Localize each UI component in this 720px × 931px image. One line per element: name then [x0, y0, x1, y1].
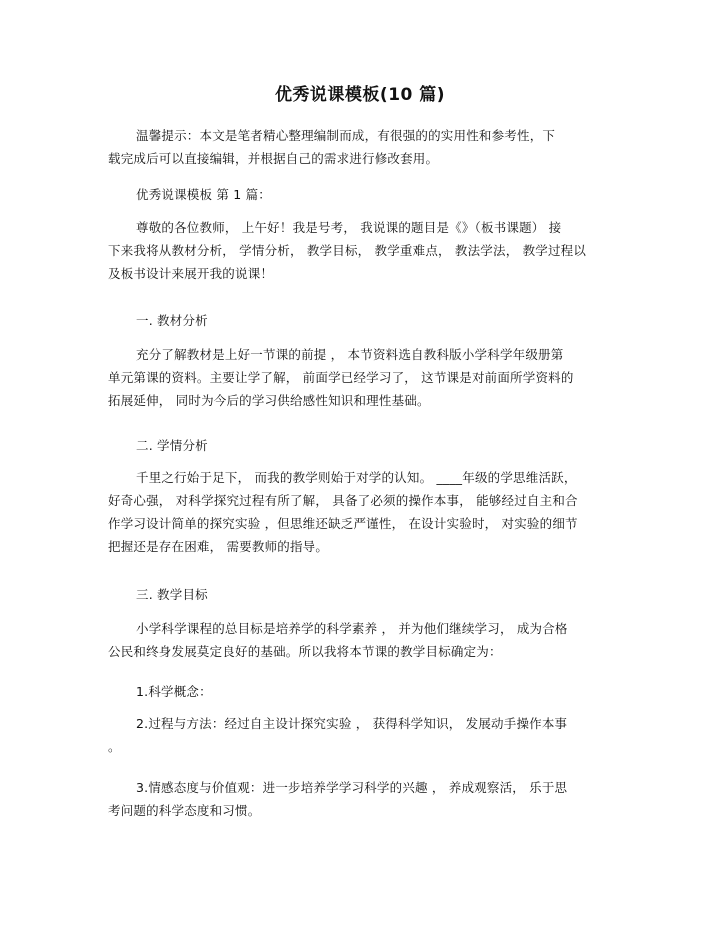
section3-line: 公民和终身发展莫定良好的基础。所以我将本节课的教学目标确定为： [108, 644, 502, 659]
section-heading-text: 三. 教学目标 [136, 587, 208, 602]
goal-2 [108, 712, 616, 758]
section-heading-3 [108, 583, 616, 606]
goal-3 [108, 776, 616, 822]
section2-paragraph [108, 466, 616, 558]
greeting-paragraph [108, 216, 616, 285]
notice-line: 温馨提示：本文是笔者精心整理编制而成，有很强的的实用性和参考性，下 [136, 128, 556, 143]
greeting-line: 及板书设计来展开我的说课！ [108, 266, 274, 281]
section-heading-2 [108, 434, 616, 457]
goal-1 [108, 680, 616, 703]
goal-2-line: 2.过程与方法：经过自主设计探究实验 ， 获得科学知识， 发展动手操作本事 [136, 716, 568, 731]
section1-line: 拓展延伸， 同时为今后的学习供给感性知识和理性基础。 [108, 393, 430, 408]
section2-line: 好奇心强， 对科学探究过程有所了解， 具备了必须的操作本事， 能够经过自主和合 [108, 493, 578, 508]
goal-3-line: 考问题的科学态度和习惯。 [108, 803, 261, 818]
section3-line: 小学科学课程的总目标是培养学的科学素养 ， 并为他们继续学习， 成为合格 [136, 621, 568, 636]
goal-2-line: 。 [108, 739, 121, 754]
section3-paragraph [108, 617, 616, 663]
section-heading-1 [108, 309, 616, 332]
greeting-line: 下来我将从教材分析， 学情分析， 教学目标， 教学重难点， 教法学法， 教学过程以 [108, 243, 587, 258]
section2-line: 千里之行始于足下， 而我的教学则始于对学的认知。 ____年级的学思维活跃， [136, 470, 577, 485]
document-title: 优秀说课模板(10 篇) [274, 85, 446, 105]
goal-1-text: 1.科学概念： [136, 684, 212, 699]
part-label-text: 优秀说课模板 第 1 篇： [136, 187, 271, 202]
greeting-line: 尊敬的各位教师， 上午好！我是号考， 我说课的题目是《》（板书课题） 接 [136, 220, 562, 235]
section1-line: 单元第课的资料。主要让学了解， 前面学已经学习了， 这节课是对前面所学资料的 [108, 370, 574, 385]
part-label [108, 183, 616, 206]
section1-paragraph [108, 343, 616, 412]
goal-3-line: 3.情感态度与价值观：进一步培养学学习科学的兴趣 ， 养成观察活， 乐于思 [136, 780, 568, 795]
notice-line: 载完成后可以直接编辑，并根据自己的需求进行修改套用。 [108, 151, 439, 166]
section1-line: 充分了解教材是上好一节课的前提 ， 本节资料选自教科版小学科学年级册第 [136, 347, 564, 362]
section2-line: 作学习设计简单的探究实验 ，但思维还缺乏严谨性， 在设计实验时， 对实验的细节 [108, 516, 578, 531]
section-heading-text: 二. 学情分析 [136, 438, 208, 453]
section2-line: 把握还是存在困难， 需要教师的指导。 [108, 539, 329, 554]
section-heading-text: 一. 教材分析 [136, 313, 208, 328]
notice-paragraph [108, 124, 616, 170]
